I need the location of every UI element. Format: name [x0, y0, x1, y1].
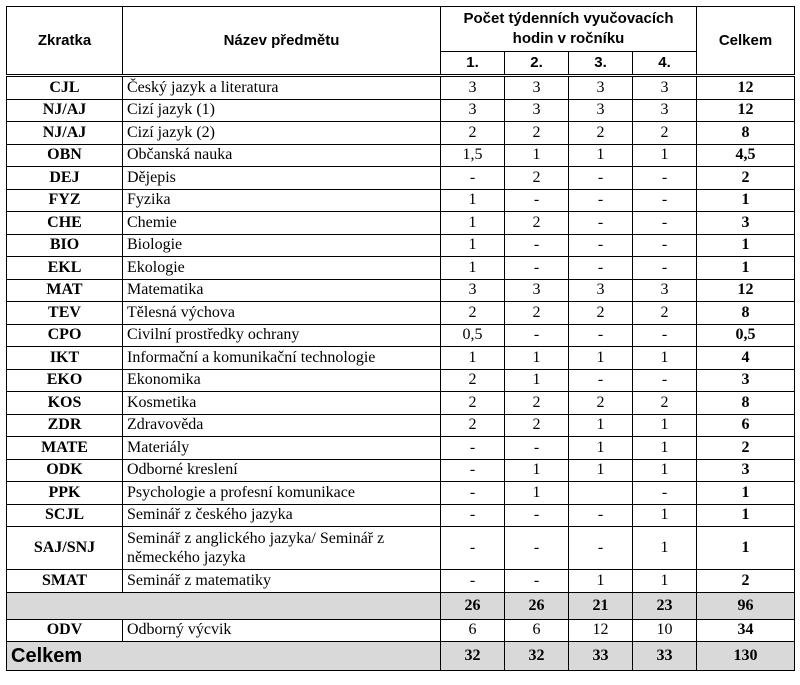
year-3-hours: - [569, 369, 633, 392]
subject-name: Seminář z anglického jazyka/ Seminář z německého jazyka [123, 527, 441, 570]
year-4-hours: 1 [633, 414, 697, 437]
subject-name: Ekologie [123, 257, 441, 280]
year-2-hours: - [505, 570, 569, 593]
subtotal-row [7, 592, 795, 619]
subject-abbr: TEV [7, 302, 123, 325]
header-year-2: 2. [505, 52, 569, 76]
year-1-hours: - [441, 504, 505, 527]
year-1-hours: 3 [441, 76, 505, 100]
table-row [7, 527, 795, 570]
grand-total-year-1: 32 [441, 642, 505, 671]
year-1-hours: 2 [441, 302, 505, 325]
subject-abbr: IKT [7, 347, 123, 370]
header-hours-line2: hodin v ročníku [512, 30, 625, 47]
year-2-hours: 6 [505, 619, 569, 642]
subject-abbr: DEJ [7, 167, 123, 190]
year-3-hours: 1 [569, 570, 633, 593]
subject-name: Seminář z českého jazyka [123, 504, 441, 527]
year-3-hours: 1 [569, 144, 633, 167]
subject-name: Český jazyk a literatura [123, 76, 441, 100]
subject-total: 2 [697, 570, 795, 593]
year-2-hours: 1 [505, 482, 569, 505]
table-row [7, 302, 795, 325]
subject-total: 1 [697, 189, 795, 212]
table-body [7, 76, 795, 671]
subject-total: 3 [697, 369, 795, 392]
year-2-hours: - [505, 504, 569, 527]
subject-name: Kosmetika [123, 392, 441, 415]
year-1-hours: 2 [441, 414, 505, 437]
year-3-hours: - [569, 527, 633, 570]
subject-abbr: SAJ/SNJ [7, 527, 123, 570]
subject-abbr: MAT [7, 279, 123, 302]
table-row [7, 234, 795, 257]
subject-abbr: BIO [7, 234, 123, 257]
year-2-hours: 2 [505, 167, 569, 190]
year-3-hours: 2 [569, 122, 633, 145]
year-4-hours: 1 [633, 504, 697, 527]
header-row-1 [7, 7, 795, 52]
table-row [7, 459, 795, 482]
subject-name: Civilní prostředky ochrany [123, 324, 441, 347]
subject-abbr: NJ/AJ [7, 99, 123, 122]
table-row [7, 99, 795, 122]
year-2-hours: 2 [505, 212, 569, 235]
year-3-hours: 3 [569, 279, 633, 302]
table-row [7, 324, 795, 347]
year-1-hours: 1,5 [441, 144, 505, 167]
year-2-hours: - [505, 437, 569, 460]
grand-total-year-3: 33 [569, 642, 633, 671]
year-1-hours: 1 [441, 234, 505, 257]
header-subject-name: Název předmětu [123, 7, 441, 76]
year-1-hours: - [441, 570, 505, 593]
year-4-hours: - [633, 482, 697, 505]
year-1-hours: 2 [441, 122, 505, 145]
year-2-hours: 3 [505, 76, 569, 100]
table-row [7, 122, 795, 145]
year-1-hours: 0,5 [441, 324, 505, 347]
header-year-3: 3. [569, 52, 633, 76]
year-1-hours: 3 [441, 99, 505, 122]
year-1-hours: 3 [441, 279, 505, 302]
year-4-hours: 1 [633, 570, 697, 593]
header-hours-line1: Počet týdenních vyučovacích [463, 10, 674, 27]
year-4-hours: 2 [633, 122, 697, 145]
year-2-hours: 2 [505, 414, 569, 437]
subject-abbr: SMAT [7, 570, 123, 593]
subject-name: Zdravověda [123, 414, 441, 437]
year-1-hours: 1 [441, 257, 505, 280]
year-2-hours: 2 [505, 302, 569, 325]
subject-total: 6 [697, 414, 795, 437]
subject-total: 1 [697, 257, 795, 280]
table-row [7, 414, 795, 437]
year-1-hours: 2 [441, 392, 505, 415]
year-3-hours: 2 [569, 392, 633, 415]
year-1-hours: 6 [441, 619, 505, 642]
table-row [7, 482, 795, 505]
year-3-hours: - [569, 257, 633, 280]
year-3-hours [569, 482, 633, 505]
year-4-hours: - [633, 234, 697, 257]
year-2-hours: - [505, 527, 569, 570]
table-row [7, 76, 795, 100]
year-3-hours: 1 [569, 414, 633, 437]
table-row [7, 279, 795, 302]
grand-total-sum: 130 [697, 642, 795, 671]
subject-name: Tělesná výchova [123, 302, 441, 325]
subject-abbr: PPK [7, 482, 123, 505]
year-2-hours: - [505, 257, 569, 280]
year-4-hours: 1 [633, 347, 697, 370]
grand-total-year-4: 33 [633, 642, 697, 671]
year-1-hours: 2 [441, 369, 505, 392]
year-4-hours: 1 [633, 437, 697, 460]
year-2-hours: 3 [505, 99, 569, 122]
year-1-hours: - [441, 459, 505, 482]
year-3-hours: 1 [569, 347, 633, 370]
year-4-hours: - [633, 257, 697, 280]
subject-abbr: CJL [7, 76, 123, 100]
table-row-odv [7, 619, 795, 642]
year-3-hours: 1 [569, 459, 633, 482]
year-3-hours: - [569, 234, 633, 257]
subject-abbr: ZDR [7, 414, 123, 437]
year-3-hours: 12 [569, 619, 633, 642]
year-4-hours: - [633, 324, 697, 347]
year-4-hours: - [633, 369, 697, 392]
subject-name: Občanská nauka [123, 144, 441, 167]
year-4-hours: - [633, 189, 697, 212]
year-1-hours: - [441, 167, 505, 190]
table-row [7, 167, 795, 190]
table-row [7, 570, 795, 593]
header-hours [441, 7, 697, 52]
subject-name: Odborný výcvik [123, 619, 441, 642]
subject-total: 4 [697, 347, 795, 370]
subject-total: 4,5 [697, 144, 795, 167]
subject-name: Psychologie a profesní komunikace [123, 482, 441, 505]
subject-abbr: EKL [7, 257, 123, 280]
year-4-hours: - [633, 212, 697, 235]
year-2-hours: - [505, 324, 569, 347]
year-2-hours: - [505, 189, 569, 212]
subject-total: 1 [697, 482, 795, 505]
year-3-hours: 3 [569, 99, 633, 122]
year-4-hours: 2 [633, 392, 697, 415]
subject-name: Matematika [123, 279, 441, 302]
year-2-hours: - [505, 234, 569, 257]
year-4-hours: 2 [633, 302, 697, 325]
subject-abbr: NJ/AJ [7, 122, 123, 145]
subject-name: Cizí jazyk (2) [123, 122, 441, 145]
subject-total: 12 [697, 99, 795, 122]
subject-abbr: MATE [7, 437, 123, 460]
subject-total: 1 [697, 504, 795, 527]
year-4-hours: 1 [633, 459, 697, 482]
year-4-hours: 1 [633, 527, 697, 570]
table-row [7, 392, 795, 415]
subject-total: 1 [697, 527, 795, 570]
year-3-hours: 1 [569, 437, 633, 460]
year-3-hours: - [569, 167, 633, 190]
subject-abbr: OBN [7, 144, 123, 167]
subject-name: Informační a komunikační technologie [123, 347, 441, 370]
grand-total-label: Celkem [7, 642, 441, 671]
year-3-hours: 3 [569, 76, 633, 100]
year-4-hours: 3 [633, 279, 697, 302]
year-2-hours: 1 [505, 459, 569, 482]
subject-total: 2 [697, 437, 795, 460]
subject-name: Seminář z matematiky [123, 570, 441, 593]
year-3-hours: - [569, 212, 633, 235]
header-total: Celkem [697, 7, 795, 76]
subject-total: 8 [697, 302, 795, 325]
year-4-hours: 10 [633, 619, 697, 642]
year-2-hours: 2 [505, 122, 569, 145]
subtotal-label-cell [7, 592, 441, 619]
year-4-hours: 3 [633, 76, 697, 100]
table-row [7, 347, 795, 370]
subject-abbr: ODK [7, 459, 123, 482]
subject-name: Materiály [123, 437, 441, 460]
table-row [7, 369, 795, 392]
subject-abbr: CPO [7, 324, 123, 347]
curriculum-table [6, 6, 795, 671]
table-row [7, 189, 795, 212]
subject-name: Odborné kreslení [123, 459, 441, 482]
year-1-hours: 1 [441, 212, 505, 235]
year-3-hours: - [569, 324, 633, 347]
subject-abbr: KOS [7, 392, 123, 415]
subject-total: 2 [697, 167, 795, 190]
year-1-hours: - [441, 527, 505, 570]
table-wrapper [6, 6, 794, 671]
header-year-4: 4. [633, 52, 697, 76]
subject-total: 12 [697, 76, 795, 100]
subtotal-year-3: 21 [569, 592, 633, 619]
year-2-hours: 1 [505, 347, 569, 370]
subject-name: Biologie [123, 234, 441, 257]
subject-abbr: CHE [7, 212, 123, 235]
year-4-hours: 1 [633, 144, 697, 167]
subject-abbr: FYZ [7, 189, 123, 212]
table-row [7, 257, 795, 280]
subject-total: 3 [697, 212, 795, 235]
subject-total: 8 [697, 392, 795, 415]
table-row [7, 504, 795, 527]
table-row [7, 437, 795, 460]
year-4-hours: 3 [633, 99, 697, 122]
subject-total: 34 [697, 619, 795, 642]
header-year-1: 1. [441, 52, 505, 76]
subject-abbr: SCJL [7, 504, 123, 527]
year-3-hours: 2 [569, 302, 633, 325]
year-3-hours: - [569, 504, 633, 527]
subject-name: Chemie [123, 212, 441, 235]
table-row [7, 144, 795, 167]
subject-abbr: EKO [7, 369, 123, 392]
year-1-hours: - [441, 482, 505, 505]
subject-total: 8 [697, 122, 795, 145]
subject-total: 0,5 [697, 324, 795, 347]
header-abbr: Zkratka [7, 7, 123, 76]
table-row [7, 212, 795, 235]
year-3-hours: - [569, 189, 633, 212]
grand-total-year-2: 32 [505, 642, 569, 671]
year-4-hours: - [633, 167, 697, 190]
year-1-hours: 1 [441, 347, 505, 370]
subject-name: Fyzika [123, 189, 441, 212]
year-1-hours: - [441, 437, 505, 460]
subject-name: Dějepis [123, 167, 441, 190]
subject-total: 12 [697, 279, 795, 302]
grand-total-row [7, 642, 795, 671]
subtotal-year-4: 23 [633, 592, 697, 619]
year-2-hours: 3 [505, 279, 569, 302]
subject-name: Cizí jazyk (1) [123, 99, 441, 122]
year-2-hours: 1 [505, 369, 569, 392]
subtotal-year-2: 26 [505, 592, 569, 619]
subject-total: 1 [697, 234, 795, 257]
year-1-hours: 1 [441, 189, 505, 212]
year-2-hours: 2 [505, 392, 569, 415]
subject-abbr: ODV [7, 619, 123, 642]
subtotal-total: 96 [697, 592, 795, 619]
subject-name: Ekonomika [123, 369, 441, 392]
subtotal-year-1: 26 [441, 592, 505, 619]
subject-total: 3 [697, 459, 795, 482]
year-2-hours: 1 [505, 144, 569, 167]
